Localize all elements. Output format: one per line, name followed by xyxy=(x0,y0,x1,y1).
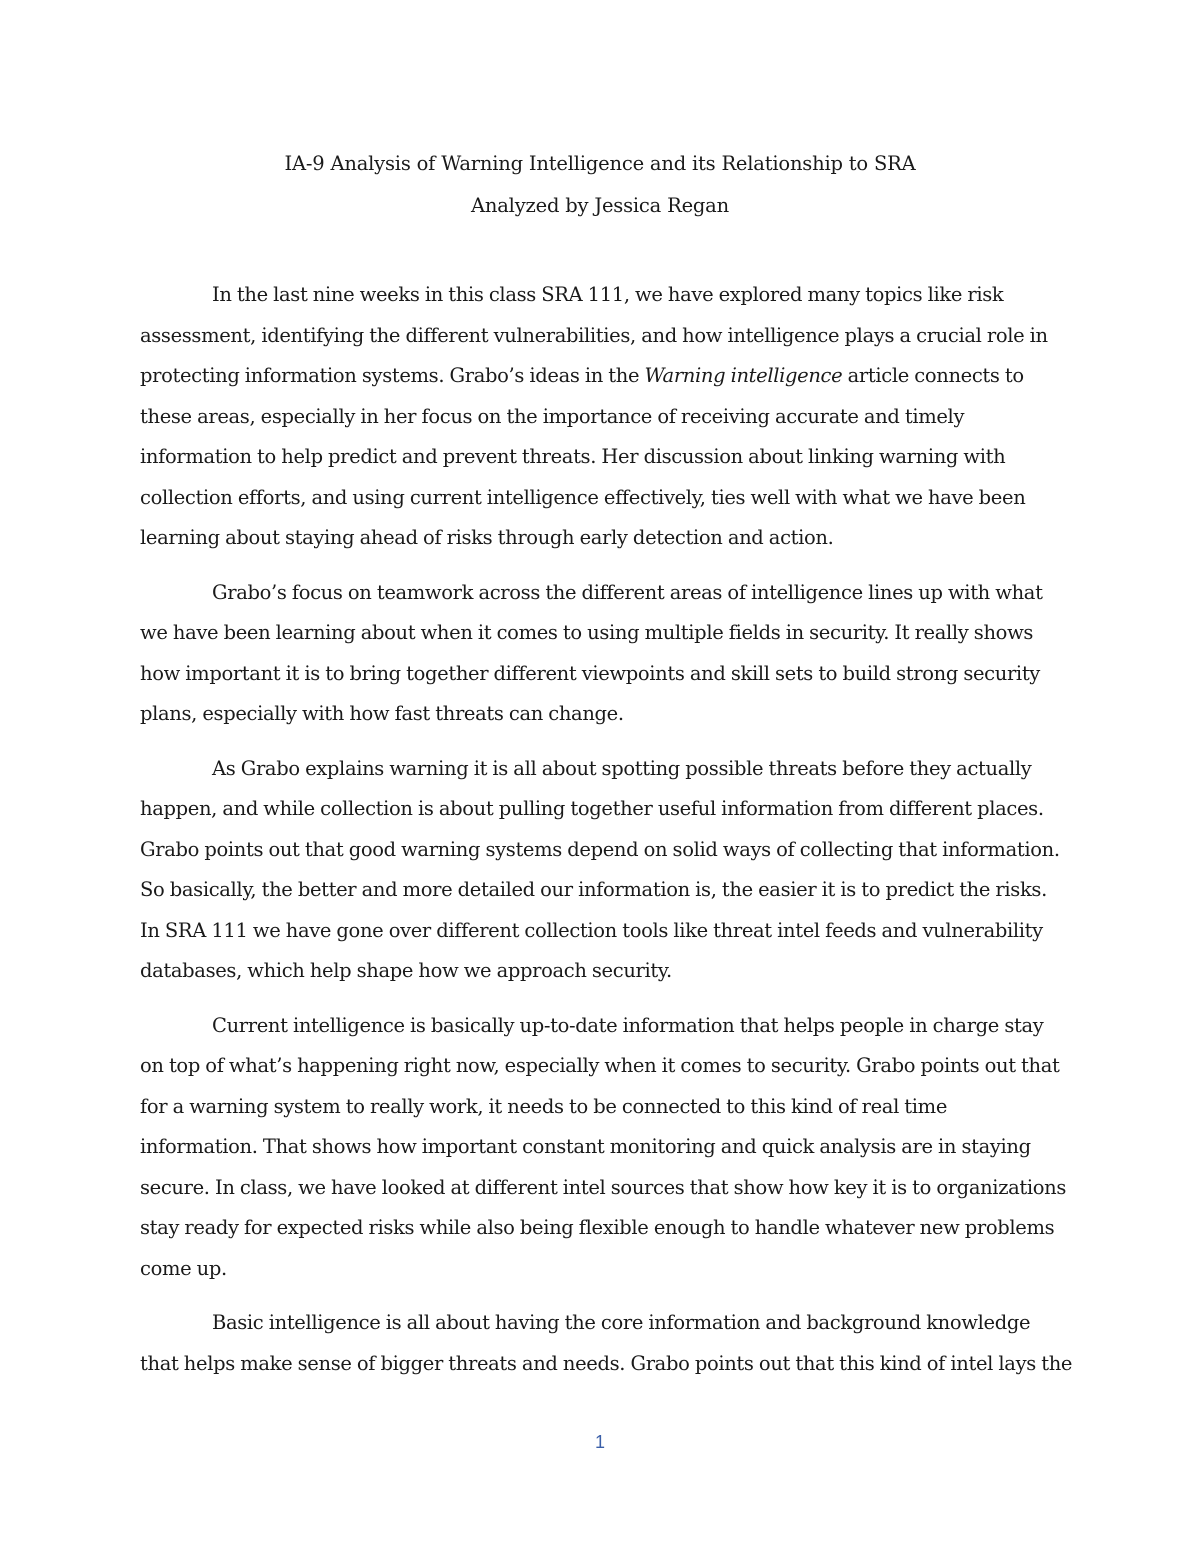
paragraph-line: information to help predict and prevent threats. Her discussion about linking warning with xyxy=(140,445,1006,468)
paragraph-line: stay ready for expected risks while also being flexible enough to handle whatever new problems xyxy=(140,1216,1055,1239)
paragraph-line: collection efforts, and using current intelligence effectively, ties well with what we have been xyxy=(140,485,1026,509)
page-number: 1 xyxy=(594,1432,605,1452)
paragraph-line: plans, especially with how fast threats can change. xyxy=(140,702,624,725)
paragraph-line: happen, and while collection is about pulling together useful information from different places. xyxy=(140,797,1044,820)
paragraph-line: on top of what’s happening right now, especially when it comes to security. Grabo points out that xyxy=(140,1054,1060,1077)
paragraph-line: Basic intelligence is all about having the core information and background knowledge xyxy=(212,1311,1031,1334)
paragraph-line: databases, which help shape how we approach security. xyxy=(140,959,672,982)
paragraph-line: Grabo’s focus on teamwork across the different areas of intelligence lines up with what xyxy=(212,580,1043,604)
paragraph-line: for a warning system to really work, it needs to be connected to this kind of real time xyxy=(140,1094,948,1118)
paragraph-1 xyxy=(140,275,1062,559)
paragraph-line: secure. In class, we have looked at different intel sources that show how key it is to organizations xyxy=(140,1175,1067,1199)
paragraph-line: information. That shows how important constant monitoring and quick analysis are in staying xyxy=(140,1135,1031,1158)
paragraph-line: these areas, especially in her focus on the importance of receiving accurate and timely xyxy=(140,404,965,428)
title-block xyxy=(140,143,1060,227)
paragraph-line: assessment, identifying the different vulnerabilities, and how intelligence plays a crucial role in xyxy=(140,323,1048,347)
paragraph-line: that helps make sense of bigger threats and needs. Grabo points out that this kind of intel lays the xyxy=(140,1351,1073,1375)
paragraph-line: Grabo points out that good warning systems depend on solid ways of collecting that information. xyxy=(140,837,1060,861)
paragraph-line-text: protecting information systems. Grabo’s ideas in the xyxy=(140,364,645,387)
body-text xyxy=(140,275,1073,1398)
paragraph-line: Current intelligence is basically up-to-date information that helps people in charge stay xyxy=(212,1013,1044,1037)
paragraph-line: learning about staying ahead of risks through early detection and action. xyxy=(140,526,834,549)
document-title: IA-9 Analysis of Warning Intelligence and its Relationship to SRA xyxy=(284,152,916,175)
paragraph-line: In SRA 111 we have gone over different collection tools like threat intel feeds and vulnerability xyxy=(140,918,1043,942)
paragraph-3 xyxy=(140,749,1062,992)
paragraph-line: So basically, the better and more detailed our information is, the easier it is to predict the risks. xyxy=(140,878,1047,901)
paragraph-line: we have been learning about when it comes to using multiple fields in security. It really shows xyxy=(140,621,1034,644)
paragraph-line: In the last nine weeks in this class SRA 111, we have explored many topics like risk xyxy=(212,283,1004,306)
author-line: Analyzed by Jessica Regan xyxy=(471,194,729,217)
paragraph-5 xyxy=(140,1303,1073,1384)
article-title-italic: Warning intelligence xyxy=(644,364,843,387)
paragraph-line: how important it is to bring together different viewpoints and skill sets to build strong security xyxy=(140,661,1040,685)
paragraph-4 xyxy=(140,1006,1067,1290)
paragraph-2 xyxy=(140,573,1062,735)
paragraph-line-text: article connects to xyxy=(842,364,1024,387)
paragraph-line xyxy=(140,356,1062,397)
paragraph-line: As Grabo explains warning it is all about spotting possible threats before they actually xyxy=(212,756,1032,780)
paragraph-line: come up. xyxy=(140,1256,227,1280)
